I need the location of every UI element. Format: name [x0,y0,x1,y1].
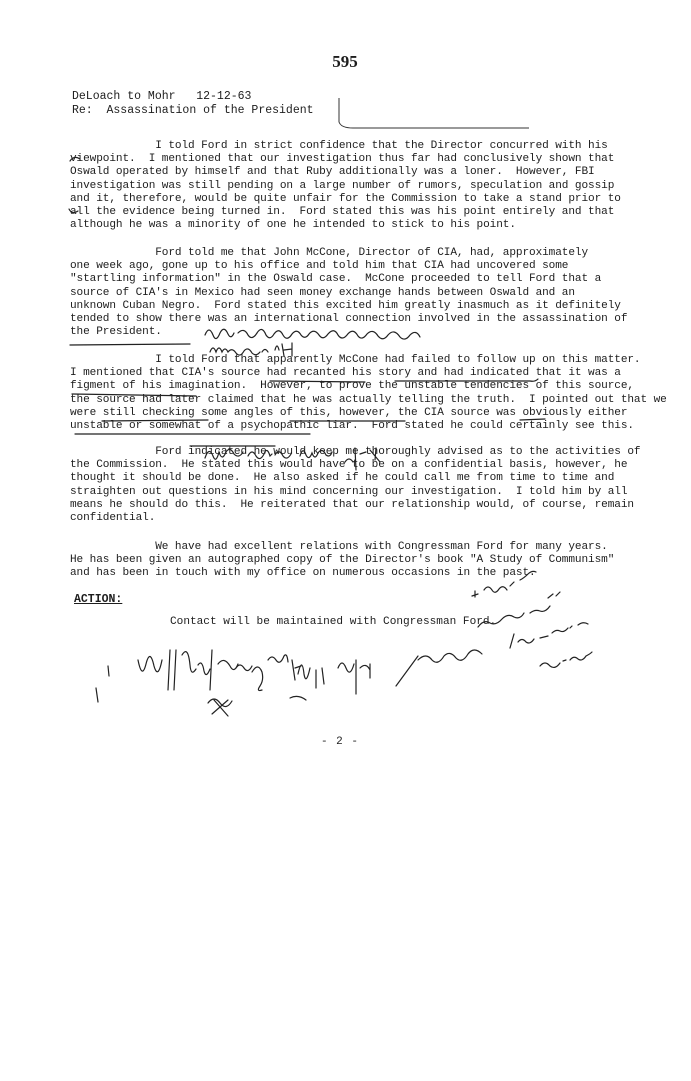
handwritten-stamp-see-info [472,571,536,597]
text-line: tended to show there was an international connection involved in the assassination of [70,312,628,325]
margin-check-mark [69,209,78,213]
action-text: Contact will be maintained with Congressman Ford. [170,616,497,628]
underline-indicated [395,379,538,381]
margin-check-mark [70,157,80,161]
text-line: Ford told me that John McCone, Director of CIA, had, approximately [70,247,589,259]
footer-page-number: - 2 - [320,736,359,748]
text-line: the source had later claimed that he was actually telling the truth. I pointed out that we [70,393,667,406]
handwritten-note-mccone [210,343,292,356]
text-line: unknown Cuban Negro. Ford stated this excited him greatly inasmuch as it definitely [70,299,621,312]
text-line: although he was a minority of one he intended to stick to his point. [70,219,516,232]
text-line: Oswald operated by himself and that Ruby additionally was a loner. However, FBI [70,166,595,179]
text-line: the Commission. He stated this would have to be on a confidential basis, however, he [70,459,628,472]
text-line: I told Ford in strict confidence that the Director concurred with his [70,140,608,152]
text-line: were still checking some angles of this, however, the CIA source was obviously either [70,406,628,419]
text-line: "startling information" in the Oswald case. McCone proceeded to tell Ford that a [70,273,602,286]
signature-initials-jh [290,665,324,700]
text-line: viewpoint. I mentioned that our investigation thus far had conclusively shown that [70,153,615,166]
text-line: means he should do this. He reiterated that our relationship would, of course, remain [70,498,634,511]
text-line: all the evidence being turned in. Ford stated this was his point entirely and that [70,205,615,218]
handwritten-note-finish [205,448,380,470]
handwritten-stamp-date [510,623,588,648]
signature-initials-right [396,650,482,686]
memo-from-line: DeLoach to Mohr 12-12-63 [72,90,252,103]
text-line: unstable or somewhat of a psychopathic liar. Ford stated he could certainly see this. [70,419,634,432]
signature-initials-pj [338,660,370,694]
text-line: straighten out questions in his mind concerning our investigation. I told him by all [70,485,628,498]
text-line: I told Ford that apparently McCone had failed to follow up on this matter. [70,354,641,366]
underline-president [70,344,190,345]
text-line: We have had excellent relations with Congressman Ford for many years. [70,541,608,553]
underline-source-claimed [102,420,208,421]
text-line: Ford indicated he would keep me thoroughly advised as to the activities of [70,446,641,458]
text-line: thought it should be done. He also asked if he could call me from time to time and [70,472,615,485]
signature-well-handled [138,650,301,691]
text-line: He has been given an autographed copy of the Director's book "A Study of Communism" [70,554,615,567]
text-line: and it, therefore, would be quite unfair for the Commission to take a stand prior to [70,192,621,205]
text-line: the President. [70,326,162,339]
signature-initial-mark [208,699,232,716]
text-line: confidential. [70,511,156,524]
page-number: 595 [332,52,358,71]
text-line: I mentioned that CIA's source had recanted his story and had indicated that it was a [70,367,621,380]
underline-figment [72,394,196,396]
text-line: and has been in touch with my office on numerous occasions in the past. [70,567,536,580]
action-label: ACTION: [74,593,123,606]
text-line: investigation was still pending on a large number of rumors, speculation and gossip [70,179,615,192]
margin-tick-mark [96,666,109,702]
text-line: one week ago, gone up to his office and told him that CIA had uncovered some [70,260,569,273]
memo-subject-line: Re: Assassination of the President [72,104,314,117]
text-line: figment of his imagination. However, to prove the unstable tendencies of this source, [70,380,634,393]
handwritten-note-garrulous [205,329,420,339]
handwritten-stamp-line4 [540,652,592,667]
text-line: source of CIA's in Mexico had seen money exchange hands between Oswald and an [70,286,575,299]
handwritten-stamp-ford [478,592,560,627]
underline-recanted [270,381,365,382]
underline-we [520,419,545,420]
